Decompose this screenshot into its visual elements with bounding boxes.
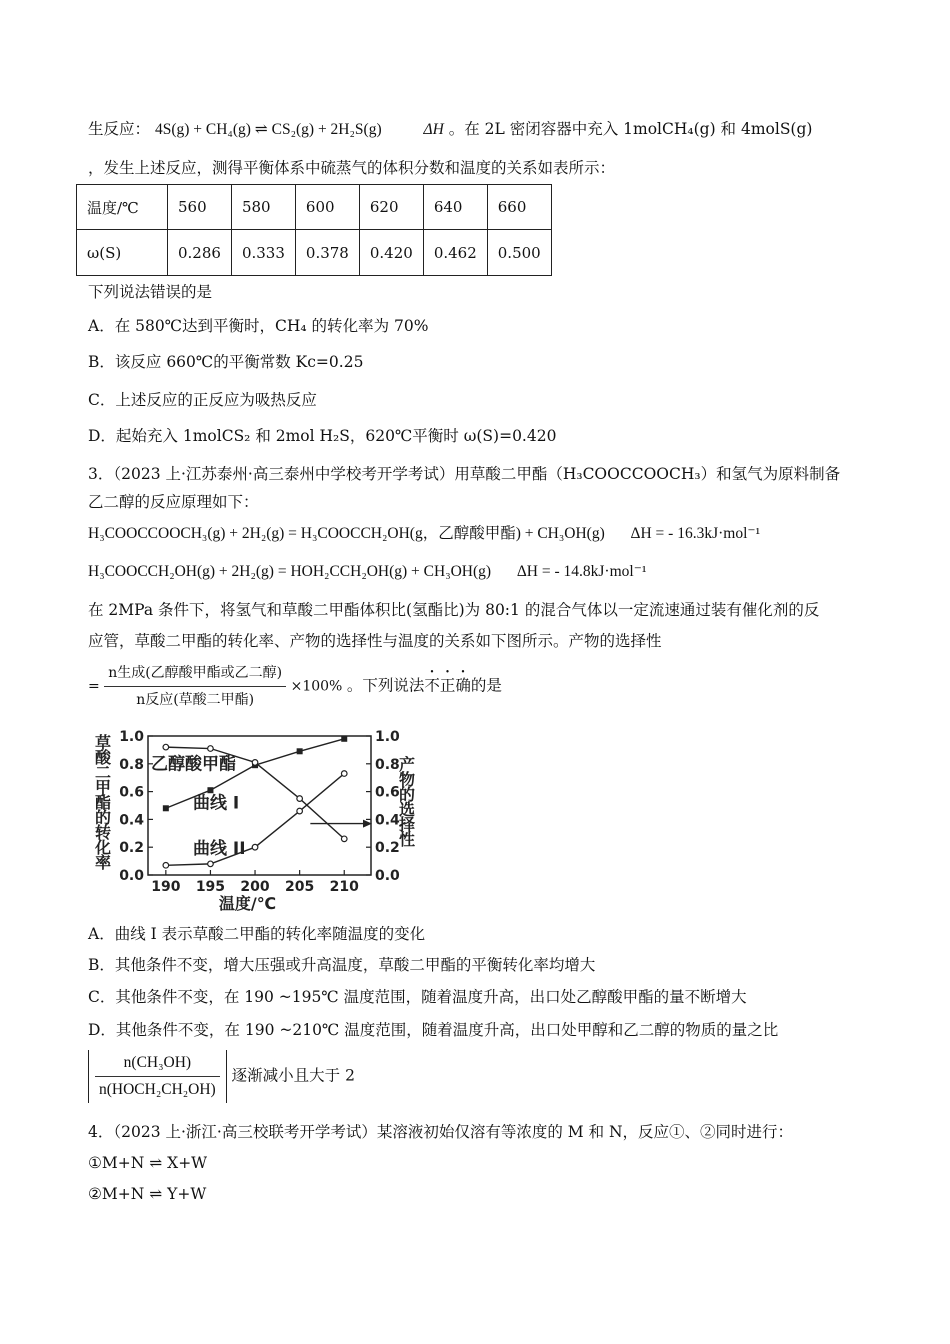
y-axis-label-right: 产物的选择性 [396,756,416,846]
table-cell: 0.500 [487,230,551,276]
tail-part-b: 的是 [470,676,502,695]
y-tick-label-left: 0.8 [119,756,144,773]
y-tick-label-left: 0.4 [119,812,144,829]
selectivity-fraction [104,662,286,711]
q2-reaction-equation: 4S(g) + CH₄(g) ⇌ CS₂(g) + 2H₂S(g) [154,121,382,138]
table-cell: 580 [231,185,295,230]
table-header-temperature: 温度/℃ [77,185,168,230]
q3-eq1: H₃COOCCOOCH₃(g) + 2H₂(g) = H₃COOCCH₂OH(g，乙醇酸甲酯) + CH₃OH(g) [88,525,605,542]
y-tick-label-right: 0.8 [375,756,400,773]
q3-equation-2 [88,561,647,583]
y-tick-label-right: 0.0 [375,868,400,884]
table-cell: 620 [359,185,423,230]
y-tick-label-left: 1.0 [119,729,144,745]
y-tick-label-right: 1.0 [375,729,400,745]
data-point-circle [163,744,169,750]
y-tick-label-right: 0.2 [375,840,400,857]
q2-reaction-line [88,118,812,141]
y-tick-label-right: 0.4 [375,812,400,829]
q3-option-a: A．曲线 I 表示草酸二甲酯的转化率随温度的变化 [88,925,426,943]
selectivity-conversion-chart [86,722,416,917]
data-point-circle [163,862,169,868]
data-point-circle [252,844,258,850]
q4-reaction-1: ①M+N ⇌ X+W [88,1154,208,1172]
q3-option-c: C．其他条件不变，在 190 ~195℃ 温度范围，随着温度升高，出口处乙醇酸甲酯的量不断增大 [88,988,747,1006]
label-glycolate: 乙醇酸甲酯 [151,754,236,775]
data-point-circle [208,861,214,867]
q4-reaction-2: ②M+N ⇌ Y+W [88,1185,207,1203]
table-cell: 660 [487,185,551,230]
data-point-circle [297,808,303,814]
q3-option-d: D．其他条件不变，在 190 ~210℃ 温度范围，随着温度升高，出口处甲醇和乙二醇的物质的量之比 [88,1021,779,1039]
q2-prompt: 下列说法错误的是 [88,283,213,301]
q2-delta-h: ΔH [423,121,444,138]
fraction-denominator: n反应(草酸二甲酯) [136,692,255,708]
q3-eq2: H₃COOCCH₂OH(g) + 2H₂(g) = HOH₂CCH₂OH(g) + CH₃OH(g) [88,563,492,580]
table-cell: 600 [295,185,359,230]
q3-stem-line2: 乙二醇的反应原理如下： [88,493,259,511]
q3-stem-line1: 3．（2023 上·江苏泰州·高三泰州中学校考开学考试）用草酸二甲酯（H₃COOCCOOCH₃）和氢气为原料制备 [88,465,841,483]
tail-part-a: 。下列说法 [346,676,425,695]
data-point-circle [341,771,347,777]
data-point-circle [297,796,303,802]
table-header-omega: ω(S) [77,230,168,276]
data-point-square [163,805,169,811]
ratio-bracket [88,1050,227,1103]
y-tick-label-left: 0.2 [119,840,144,857]
q2-option-b: B．该反应 660℃的平衡常数 Kc=0.25 [88,353,364,371]
q3-option-b: B．其他条件不变，增大压强或升高温度，草酸二甲酯的平衡转化率均增大 [88,956,596,974]
x-tick-label: 205 [285,879,315,895]
q3-equation-1 [88,523,760,545]
q3-stem-line4: 应管，草酸二甲酯的转化率、产物的选择性与温度的关系如下图所示。产物的选择性 [88,632,662,650]
data-point-square [341,736,347,742]
label-curve-2: 曲线 II [193,839,246,860]
x-tick-label: 200 [240,879,270,895]
y-tick-label-right: 0.6 [375,784,400,801]
label-curve-1: 曲线 I [193,793,240,814]
q2-data-table [76,184,552,276]
q2-option-d: D．起始充入 1molCS₂ 和 2mol H₂S，620℃平衡时 ω(S)=0.420 [88,427,557,445]
table-cell: 0.462 [423,230,487,276]
q2-reaction-suffix: 。在 2L 密闭容器中充入 1molCH₄(g) 和 4molS(g) [448,120,813,138]
y-tick-label-left: 0.0 [119,868,144,884]
ratio-fraction [95,1052,220,1101]
q2-description: ，发生上述反应，测得平衡体系中硫蒸气的体积分数和温度的关系如表所示： [88,159,616,177]
table-cell: 0.333 [231,230,295,276]
table-row [77,185,552,230]
q3-selectivity-formula [88,662,502,711]
x-tick-label: 195 [195,879,226,895]
y-axis-label-left: 草酸二甲酯的转化率 [92,734,112,869]
ratio-denominator: n(HOCH₂CH₂OH) [99,1081,216,1098]
formula-percent: ×100% [290,678,343,695]
table-cell: 640 [423,185,487,230]
q4-stem: 4．（2023 上·浙江·高三校联考开学考试）某溶液初始仅溶有等浓度的 M 和 N，反应①、②同时进行： [88,1123,794,1141]
formula-equals: = [88,678,100,695]
q2-option-c: C．上述反应的正反应为吸热反应 [88,391,317,409]
data-point-circle [208,746,214,752]
ratio-tail: 逐渐减小且大于 2 [231,1066,355,1085]
q2-option-a: A．在 580℃达到平衡时，CH₄ 的转化率为 70% [88,317,429,335]
data-point-circle [252,760,258,766]
x-tick-label: 190 [151,879,181,895]
q3-eq1-dh: ΔH = - 16.3kJ·mol⁻¹ [630,525,761,542]
fraction-numerator: n生成(乙醇酸甲酯或乙二醇) [104,662,286,687]
q2-reaction-prefix: 生反应： [88,120,151,138]
x-axis-label: 温度/℃ [218,894,277,913]
q3-stem-line3: 在 2MPa 条件下，将氢气和草酸二甲酯体积比(氢酯比)为 80:1 的混合气体以一定流速通过装有催化剂的反 [88,601,820,619]
table-cell: 560 [168,185,232,230]
emphasis-not-correct: 不正确 [424,676,471,695]
q3-eq2-dh: ΔH = - 14.8kJ·mol⁻¹ [516,563,647,580]
data-point-square [297,748,303,754]
table-row [77,230,552,276]
ratio-numerator: n(CH₃OH) [95,1052,220,1077]
formula-tail [347,677,502,695]
table-cell: 0.378 [295,230,359,276]
y-tick-label-left: 0.6 [119,784,144,801]
table-cell: 0.286 [168,230,232,276]
data-point-circle [341,836,347,842]
table-cell: 0.420 [359,230,423,276]
q3-option-d-ratio [88,1050,355,1103]
x-tick-label: 210 [329,879,359,895]
